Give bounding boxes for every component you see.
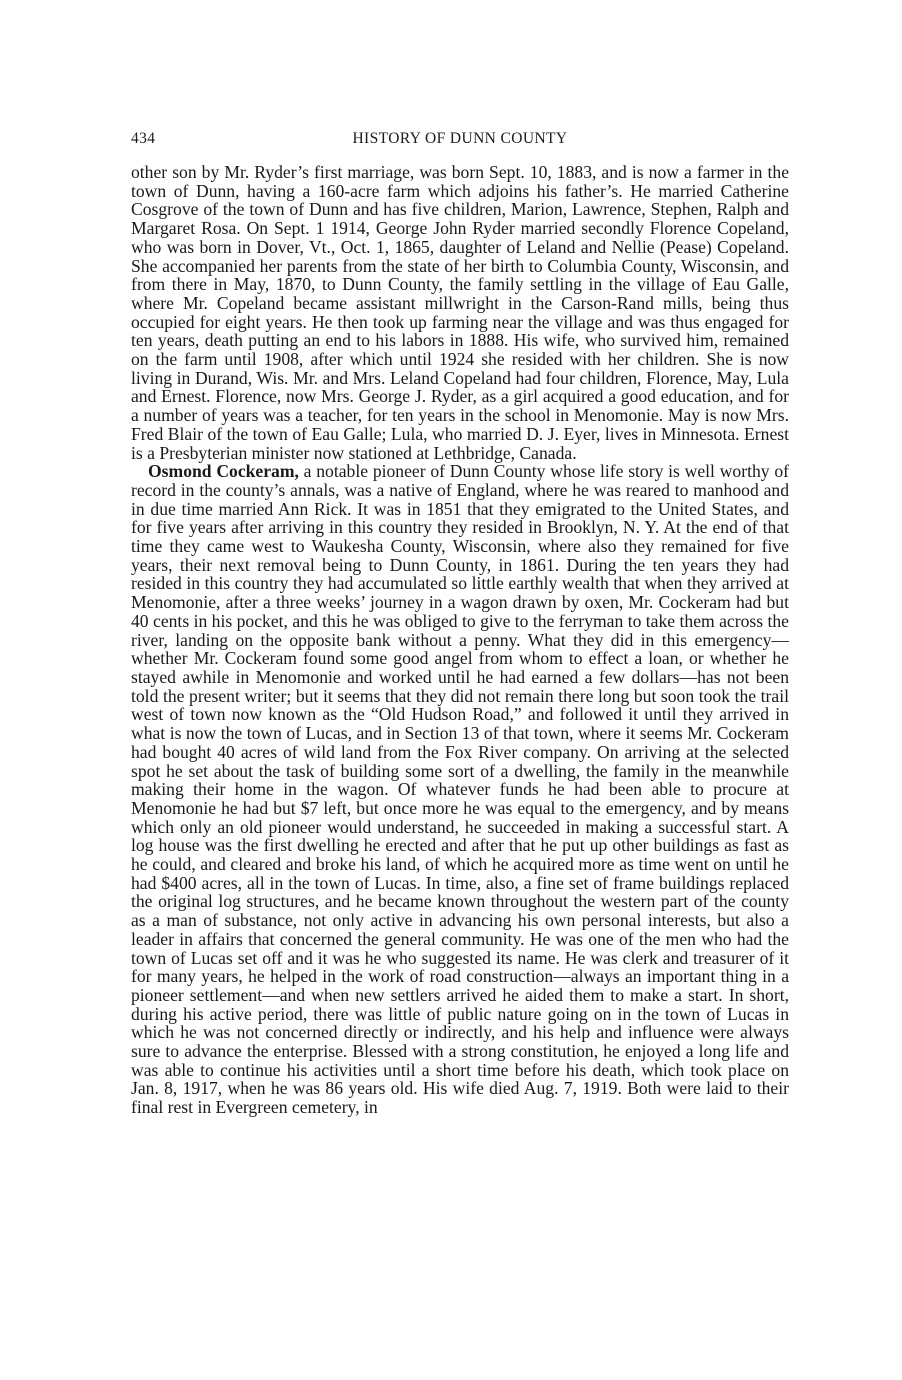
body-text	[131, 163, 789, 1117]
paragraph-text: a notable pioneer of Dunn County whose life story is well worthy of record in the county’s annals, was a native of England, where he was reared to manhood and in due time married Ann Rick. It was in 1851 that they emigrated to the United States, and for five years after arriving in this country they resided in Brooklyn, N. Y. At the end of that time they came west to Waukesha County, Wisconsin, where also they remained for five years, their next removal being to Dunn County, in 1861. During the ten years they had resided in this country they had accumulated so little earthly wealth that when they arrived at Menomonie, after a three weeks’ journey in a wagon drawn by oxen, Mr. Cockeram had but 40 cents in his pocket, and this he was obliged to give to the ferryman to take them across the river, landing on the opposite bank without a penny. What they did in this emergency—whether Mr. Cockeram found some good angel from whom to effect a loan, or whether he stayed awhile in Menomonie and worked until he had earned a few dollars—has not been told the present writer; but it seems that they did not remain there long but soon took the trail west of town now known as the “Old Hudson Road,” and followed it until they arrived in what is now the town of Lucas, and in Section 13 of that town, where it seems Mr. Cockeram had bought 40 acres of wild land from the Fox River company. On arriving at the selected spot he set about the task of building some sort of a dwelling, the family in the meanwhile making their home in the wagon. Of whatever funds he had been able to procure at Menomonie he had but $7 left, but once more he was equal to the emergency, and by means which only an old pioneer would understand, he succeeded in making a successful start. A log house was the first dwelling he erected and after that he put up other buildings as fast as he could, and cleared and broke his land, of which he acquired more as time went on until he had $400 acres, all in the town of Lucas. In time, also, a fine set of frame buildings replaced the original log structures, and he became known throughout the western part of the county as a man of substance, not only active in advancing his own personal interests, but also a leader in affairs that concerned the general community. He was one of the men who had the town of Lucas set off and it was he who suggested its name. He was clerk and treasurer of it for many years, he helped in the work of road construction—always an important thing in a pioneer settlement—and when new settlers arrived he aided them to make a start. In short, during his active period, there was little of public nature going on in the town of Lucas in which he was not concerned directly or indirectly, and his help and influence were always sure to advance the enterprise. Blessed with a strong constitution, he enjoyed a long life and was able to continue his activities until a short time before his death, which took place on Jan. 8, 1917, when he was 86 years old. His wife died Aug. 7, 1919. Both were laid to their final rest in Evergreen cemetery, in	[131, 461, 789, 1118]
running-head-title: HISTORY OF DUNN COUNTY	[352, 130, 568, 147]
paragraph-osmond-cockeram	[131, 462, 789, 1117]
biography-subject-name: Osmond Cockeram,	[148, 461, 299, 482]
running-head	[131, 130, 789, 152]
page-number: 434	[131, 130, 156, 147]
paragraph-ryder-continuation	[131, 163, 789, 462]
paragraph-text: other son by Mr. Ryder’s first marriage, was born Sept. 10, 1883, and is now a farmer in the town of Dunn, having a 160-acre farm which adjoins his father’s. He married Catherine Cosgrove of the town of Dunn and has five children, Marion, Lawrence, Stephen, Ralph and Margaret Rosa. On Sept. 1 1914, George John Ryder married secondly Florence Copeland, who was born in Dover, Vt., Oct. 1, 1865, daughter of Leland and Nellie (Pease) Copeland. She accompanied her parents from the state of her birth to Columbia County, Wisconsin, and from there in May, 1870, to Dunn County, the family settling in the village of Eau Galle, where Mr. Copeland became assistant millwright in the Carson-Rand mills, being thus occupied for eight years. He then took up farming near the village and was thus engaged for ten years, death putting an end to his labors in 1888. His wife, who survived him, remained on the farm until 1908, after which until 1924 she resided with her children. She is now living in Durand, Wis. Mr. and Mrs. Leland Copeland had four children, Florence, May, Lula and Ernest. Florence, now Mrs. George J. Ryder, as a girl acquired a good education, and for a number of years was a teacher, for ten years in the school in Menomonie. May is now Mrs. Fred Blair of the town of Eau Galle; Lula, who married D. J. Eyer, lives in Minnesota. Ernest is a Presbyterian minister now stationed at Lethbridge, Canada.	[131, 162, 789, 463]
